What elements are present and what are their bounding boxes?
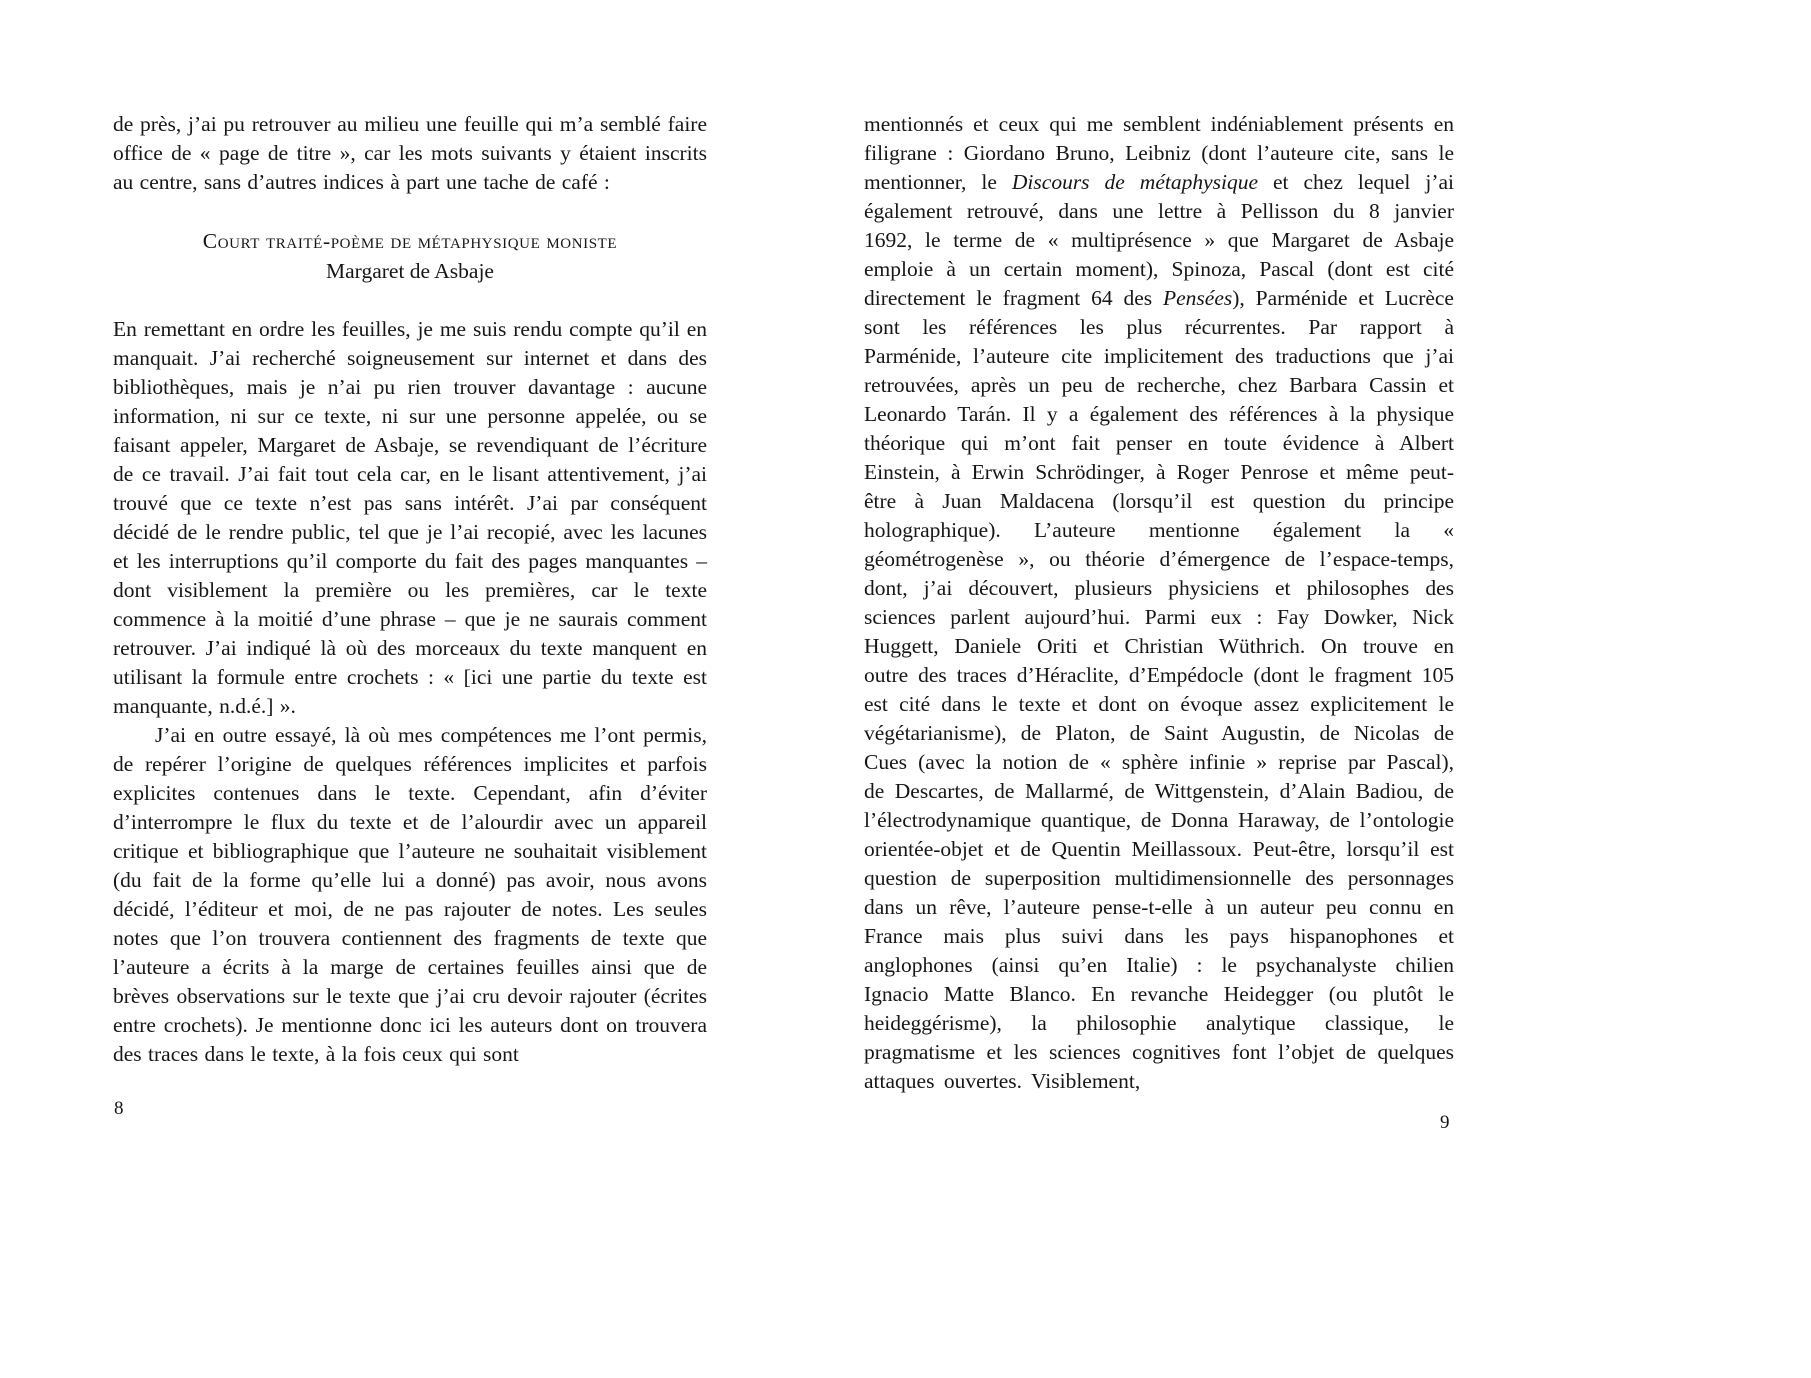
- left-page: [113, 110, 707, 1069]
- left-intro-paragraph: de près, j’ai pu retrouver au milieu une feuille qui m’a semblé faire office de « page de titre », car les mots suivants y étaient inscrits au centre, sans d’autres indices à part une tache de café :: [113, 112, 707, 194]
- right-paragraph-part: ), Parménide et Lucrèce sont les références les plus récurrentes. Par rapport à Parménide, l’auteure cite implicitement des traductions que j’ai retrouvées, après un peu de recherche, chez Barbara Cassin et Leonardo Tarán. Il y a également des références à la physique théorique qui m’ont fait penser en toute évidence à Albert Einstein, à Erwin Schrödinger, à Roger Penrose et même peut-être à Juan Maldacena (lorsqu’il est question du principe holographique). L’auteure mentionne également la « géométrogenèse », ou théorie d’émergence de l’espace-temps, dont, j’ai découvert, plusieurs physiciens et philosophes des sciences parlent aujourd’hui. Parmi eux : Fay Dowker, Nick Huggett, Daniele Oriti et Christian Wüthrich. On trouve en outre des traces d’Héraclite, d’Empédocle (dont le fragment 105 est cité dans le texte et dont on évoque assez explicitement le végétarianisme), de Platon, de Saint Augustin, de Nicolas de Cues (avec la notion de « sphère infinie » reprise par Pascal), de Descartes, de Mallarmé, de Wittgenstein, d’Alain Badiou, de l’électrodynamique quantique, de Donna Haraway, de l’ontologie orientée-objet et de Quentin Meillassoux. Peut-être, lorsqu’il est question de superposition multidimensionnelle des personnages dans un rêve, l’auteure pense-t-elle à un auteur peu connu en France mais plus suivi dans les pays hispanophones et anglophones (ainsi qu’en Italie) : le psychanalyste chilien Ignacio Matte Blanco. En revanche Heidegger (ou plutôt le heideggérisme), la philosophie analytique classique, le pragmatisme et les sciences cognitives font l’objet de quelques attaques ouvertes. Visiblement,: [864, 286, 1454, 1093]
- right-paragraph-part-italic-title: Discours de métaphysique: [1011, 170, 1259, 194]
- left-paragraph-2: J’ai en outre essayé, là où mes compétences me l’ont permis, de repérer l’origine de quelques références implicites et parfois explicites contenues dans le texte. Cependant, afin d’éviter d’interrompre le flux du texte et de l’alourdir avec un appareil critique et bibliographique que l’auteure ne souhaitait visiblement (du fait de la forme qu’elle lui a donné) pas avoir, nous avons décidé, l’éditeur et moi, de ne pas rajouter de notes. Les seules notes que l’on trouvera contiennent des fragments de texte que l’auteure a écrits à la marge de certaines feuilles ainsi que de brèves observations sur le texte que j’ai cru devoir rajouter (écrites entre crochets). Je mentionne donc ici les auteurs dont on trouvera des traces dans le texte, à la fois ceux qui sont: [113, 723, 707, 1066]
- left-paragraph-1: En remettant en ordre les feuilles, je me suis rendu compte qu’il en manquait. J’ai recherché soigneusement sur internet et dans des bibliothèques, mais je n’ai pu rien trouver davantage : aucune information, ni sur ce texte, ni sur une personne appelée, ou se faisant appeler, Margaret de Asbaje, se revendiquant de l’écriture de ce travail. J’ai fait tout cela car, en le lisant attentivement, j’ai trouvé que ce texte n’est pas sans intérêt. J’ai par conséquent décidé de le rendre public, tel que je l’ai recopié, avec les lacunes et les interruptions qu’il comporte du fait des pages manquantes – dont visiblement la première ou les premières, car le texte commence à la moitié d’une phrase – que je ne saurais comment retrouver. J’ai indiqué là où des morceaux du texte manquent en utilisant la formule entre crochets : « [ici une partie du texte est manquante, n.d.é.] ».: [113, 317, 707, 718]
- right-page: [864, 110, 1454, 1096]
- right-paragraph: [864, 110, 1454, 1096]
- embedded-title-block: [113, 226, 707, 286]
- right-paragraph-part: mentionnés et ceux qui me semblent indéniablement présents en filigrane : Giordano Bruno, Leibniz (dont l’auteure cite, sans le mentionner, le: [864, 112, 1454, 194]
- embedded-work-author: Margaret de Asbaje: [326, 259, 494, 283]
- page-number-left: 8: [114, 1098, 124, 1119]
- embedded-work-title: Court traité-poème de métaphysique moniste: [202, 229, 618, 253]
- right-paragraph-part-italic-title: Pensées: [1162, 286, 1233, 310]
- right-paragraph-part: et chez lequel j’ai également retrouvé, dans une lettre à Pellisson du 8 janvier 1692, le terme de « multiprésence » que Margaret de Asbaje emploie à un certain moment), Spinoza, Pascal (dont est cité directement le fragment 64 des: [864, 170, 1454, 310]
- page-number-right: 9: [1440, 1112, 1450, 1133]
